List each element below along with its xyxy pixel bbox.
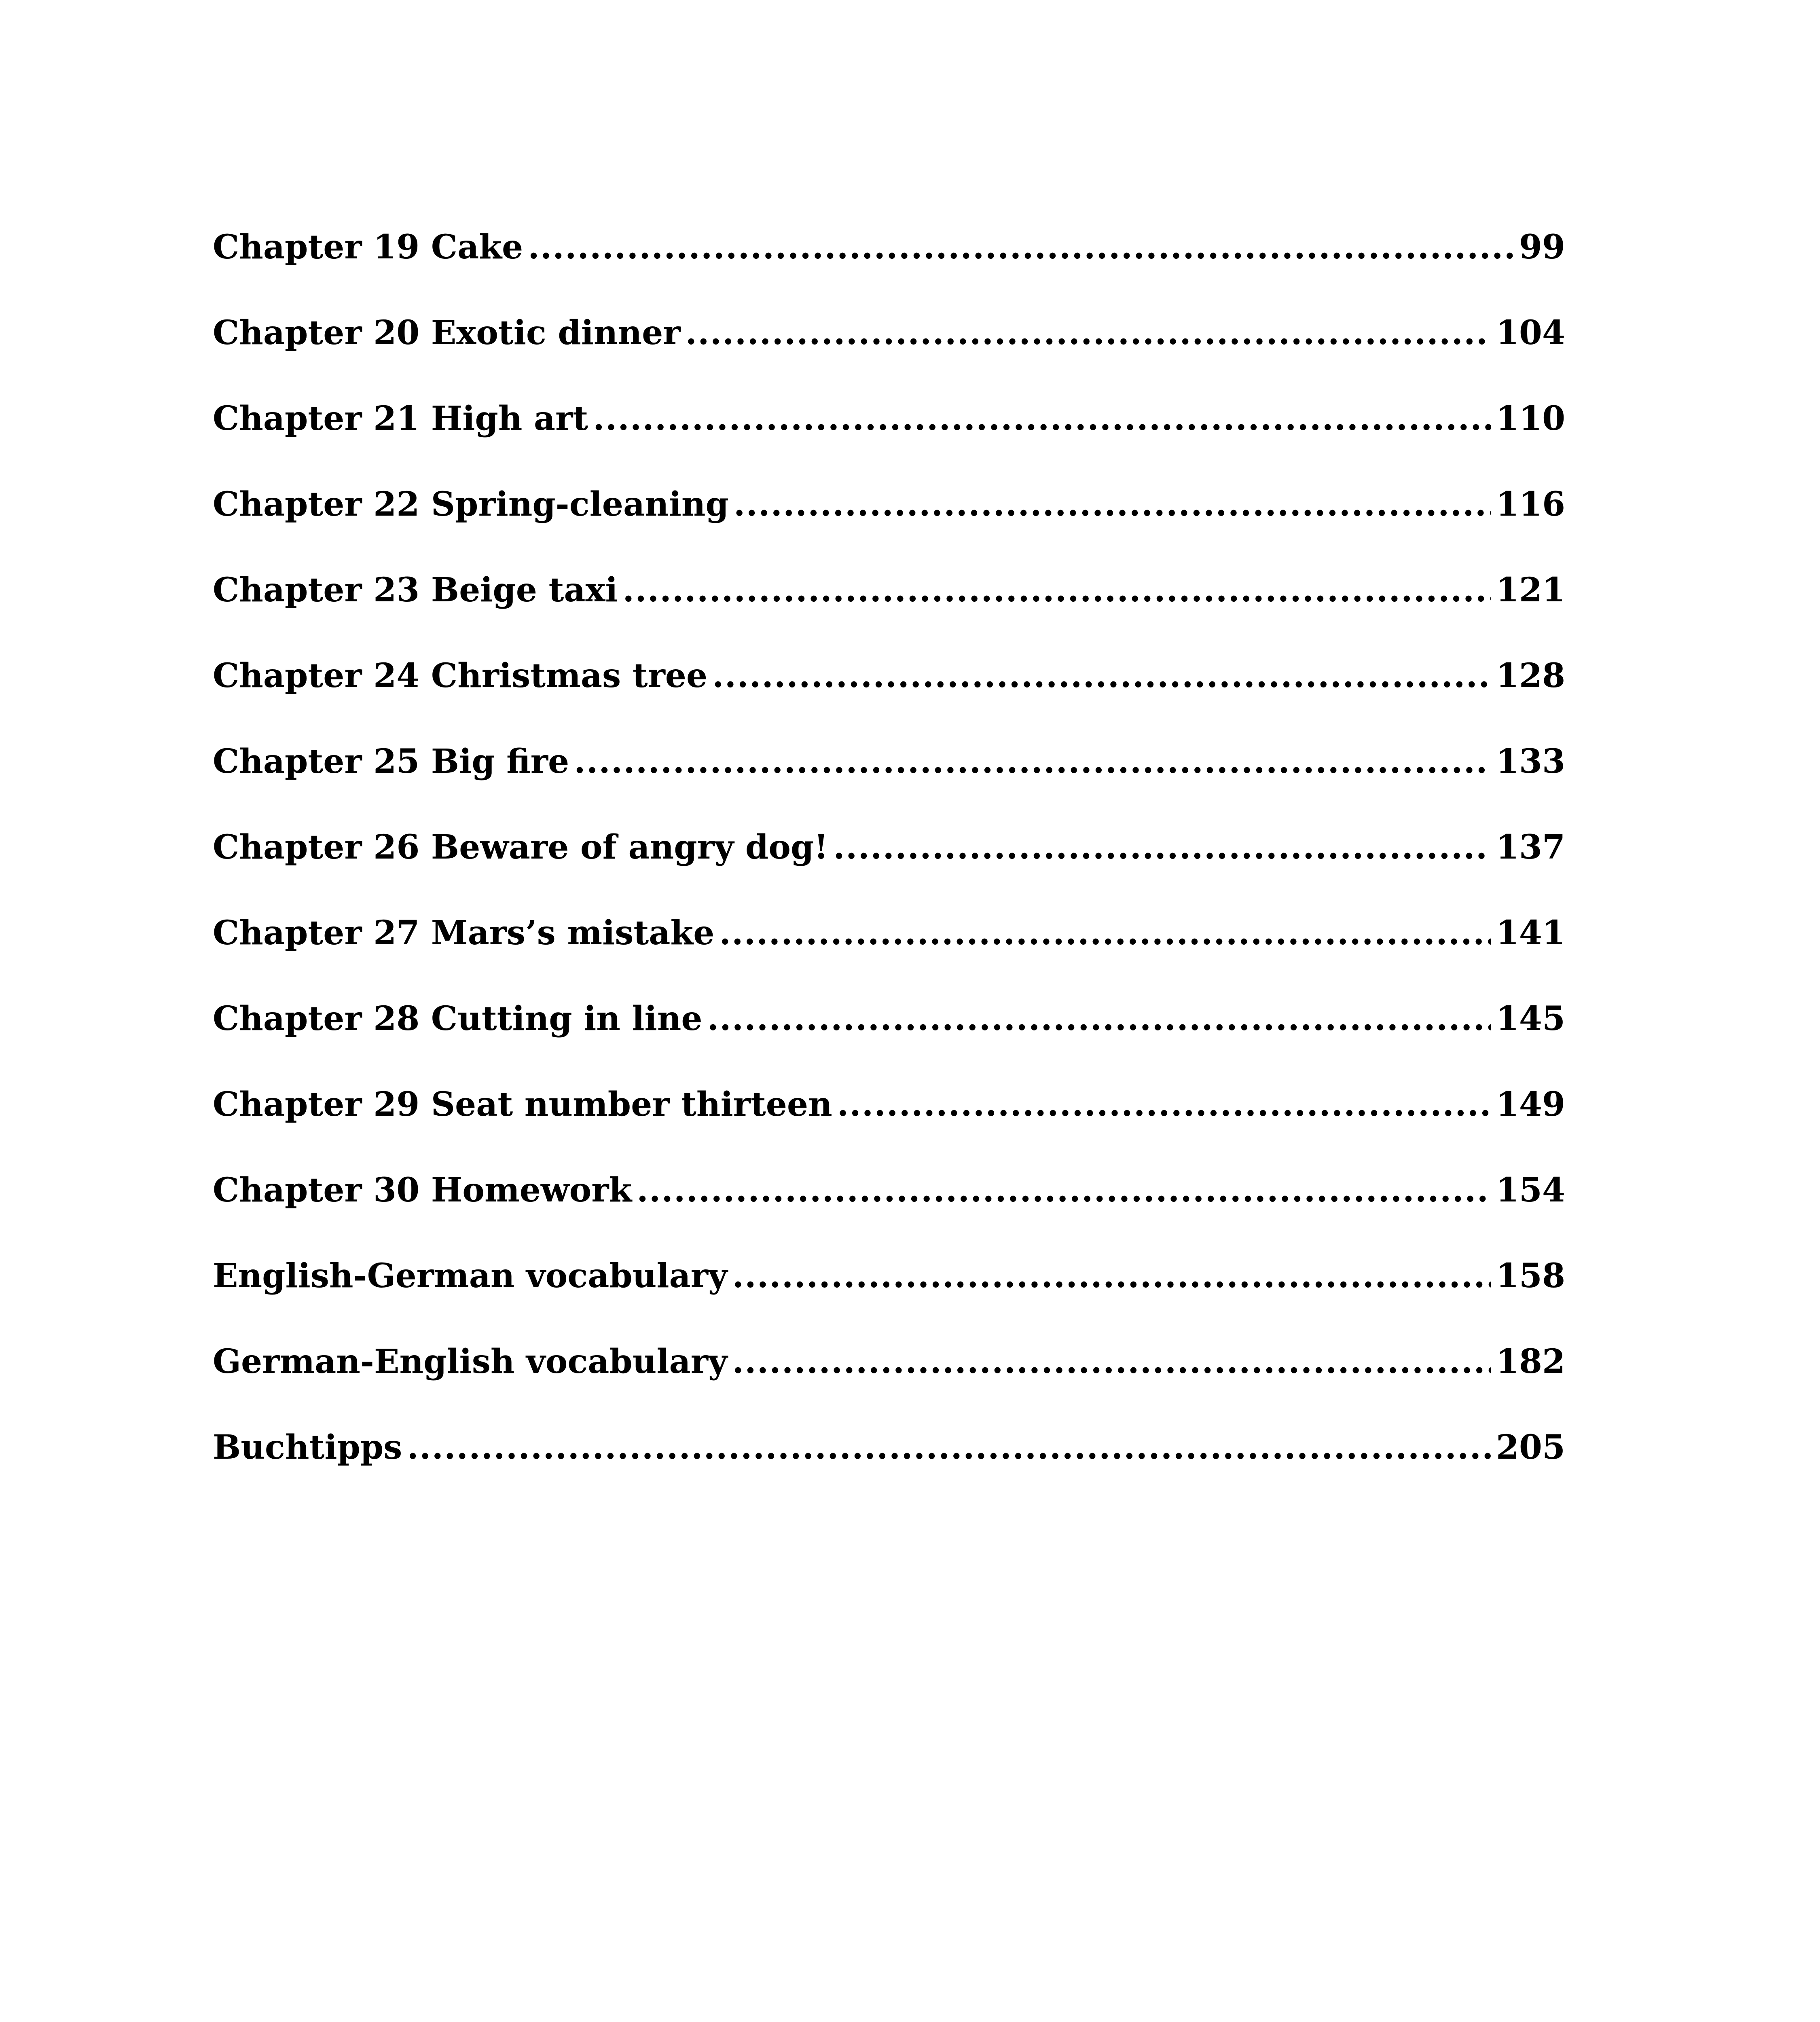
toc-dot-leader bbox=[407, 1431, 1491, 1464]
toc-entry-title: English-German vocabulary bbox=[213, 1256, 728, 1295]
toc-entry-page: 128 bbox=[1496, 656, 1565, 695]
toc-entry-page: 158 bbox=[1496, 1256, 1565, 1295]
toc-entry-title: German-English vocabulary bbox=[213, 1342, 728, 1381]
toc-entry-page: 99 bbox=[1519, 228, 1565, 266]
toc-entry-chapter-23[interactable] bbox=[213, 573, 1565, 659]
toc-entry-title: Chapter 30 Homework bbox=[213, 1171, 632, 1210]
toc-entry-title: Chapter 28 Cutting in line bbox=[213, 999, 703, 1038]
toc-entry-german-english-vocabulary[interactable] bbox=[213, 1342, 1565, 1431]
toc-entry-chapter-29[interactable] bbox=[213, 1085, 1565, 1174]
toc-entry-title: Chapter 25 Big fire bbox=[213, 742, 569, 781]
toc-dot-leader bbox=[528, 231, 1514, 264]
toc-dot-leader bbox=[833, 831, 1491, 864]
toc-entry-english-german-vocabulary[interactable] bbox=[213, 1256, 1565, 1345]
toc-entry-page: 133 bbox=[1496, 742, 1565, 781]
toc-dot-leader bbox=[707, 1002, 1491, 1035]
table-of-contents bbox=[213, 228, 1565, 1516]
toc-entry-chapter-27[interactable] bbox=[213, 916, 1565, 1002]
toc-dot-leader bbox=[686, 316, 1491, 349]
toc-entry-chapter-24[interactable] bbox=[213, 656, 1565, 745]
toc-entry-title: Chapter 29 Seat number thirteen bbox=[213, 1085, 832, 1124]
toc-dot-leader bbox=[732, 1345, 1491, 1378]
toc-entry-page: 121 bbox=[1496, 571, 1565, 609]
toc-entry-chapter-20[interactable] bbox=[213, 313, 1565, 402]
toc-entry-title: Chapter 23 Beige taxi bbox=[213, 571, 618, 609]
toc-entry-title: Chapter 27 Mars’s mistake bbox=[213, 914, 715, 952]
toc-entry-page: 154 bbox=[1496, 1171, 1565, 1210]
toc-entry-page: 104 bbox=[1496, 313, 1565, 352]
toc-entry-page: 205 bbox=[1496, 1428, 1565, 1467]
toc-entry-title: Chapter 21 High art bbox=[213, 399, 588, 438]
toc-dot-leader bbox=[623, 573, 1491, 607]
toc-dot-leader bbox=[712, 659, 1491, 692]
toc-dot-leader bbox=[732, 1259, 1491, 1292]
toc-entry-chapter-28[interactable] bbox=[213, 999, 1565, 1088]
toc-entry-page: 116 bbox=[1496, 485, 1565, 524]
toc-entry-chapter-21[interactable] bbox=[213, 399, 1565, 488]
toc-entry-page: 137 bbox=[1496, 828, 1565, 867]
toc-entry-page: 149 bbox=[1496, 1085, 1565, 1124]
toc-entry-page: 145 bbox=[1496, 999, 1565, 1038]
toc-dot-leader bbox=[637, 1174, 1491, 1207]
toc-entry-title: Chapter 24 Christmas tree bbox=[213, 656, 708, 695]
toc-entry-buchtipps[interactable] bbox=[213, 1428, 1565, 1516]
toc-dot-leader bbox=[574, 745, 1491, 778]
toc-dot-leader bbox=[734, 488, 1491, 521]
toc-entry-title: Chapter 22 Spring-cleaning bbox=[213, 485, 729, 524]
toc-entry-page: 141 bbox=[1496, 914, 1565, 952]
toc-dot-leader bbox=[837, 1088, 1491, 1121]
toc-entry-chapter-22[interactable] bbox=[213, 485, 1565, 573]
toc-entry-chapter-30[interactable] bbox=[213, 1171, 1565, 1259]
toc-entry-chapter-19[interactable] bbox=[213, 228, 1565, 316]
toc-entry-page: 110 bbox=[1496, 399, 1565, 438]
toc-entry-page: 182 bbox=[1496, 1342, 1565, 1381]
toc-entry-title: Chapter 19 Cake bbox=[213, 228, 523, 266]
toc-entry-title: Chapter 20 Exotic dinner bbox=[213, 313, 681, 352]
toc-dot-leader bbox=[719, 916, 1491, 950]
toc-entry-chapter-25[interactable] bbox=[213, 742, 1565, 831]
toc-entry-chapter-26[interactable] bbox=[213, 828, 1565, 916]
toc-entry-title: Buchtipps bbox=[213, 1428, 402, 1467]
toc-dot-leader bbox=[593, 402, 1491, 435]
toc-entry-title: Chapter 26 Beware of angry dog! bbox=[213, 828, 829, 867]
